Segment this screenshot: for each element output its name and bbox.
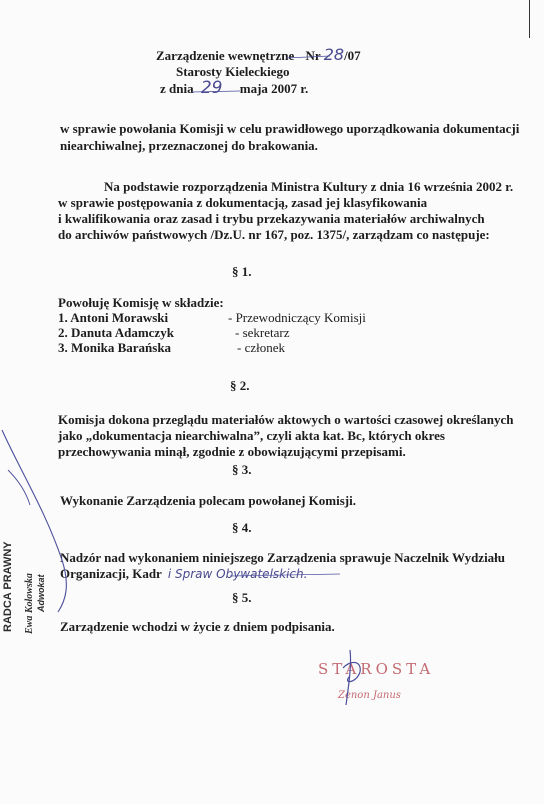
section-4-handwritten-part: i Spraw Obywatelskich. — [167, 567, 308, 581]
section-heading-1: § 1. — [232, 264, 252, 279]
side-stamp-title: RADCA PRAWNY — [2, 541, 14, 632]
signature-stamp-name: Zenon Janus — [338, 690, 401, 701]
section-heading-5: § 5. — [232, 590, 252, 605]
header-date-label: z dnia — [160, 81, 194, 96]
preamble-line-1: Na podstawie rozporządzenia Ministra Kultury z dnia 16 września 2002 r. — [104, 179, 514, 194]
member-name-1: 1. Antoni Morawski — [58, 310, 169, 325]
member-role-2: - sekretarz — [235, 325, 290, 340]
section-5-text: Zarządzenie wchodzi w życie z dniem podpisania. — [60, 619, 335, 634]
member-name-2: 2. Danuta Adamczyk — [58, 325, 174, 340]
section-heading-4: § 4. — [232, 520, 252, 535]
header-nr-label: Nr — [305, 48, 321, 63]
date-underline — [192, 91, 240, 92]
member-name-3: 3. Monika Barańska — [58, 340, 172, 355]
number-underline — [286, 56, 330, 58]
member-role-1: - Przewodniczący Komisji — [228, 310, 366, 325]
header-day-handwritten: 29 — [200, 78, 223, 98]
signature-stamp-title: STAROSTA — [318, 660, 435, 678]
section-2-line-1: Komisja dokona przeglądu materiałów aktowych o wartości czasowej określanych — [58, 412, 514, 427]
header-title: Zarządzenie wewnętrzne — [156, 48, 295, 63]
section-heading-3: § 3. — [232, 462, 252, 477]
section-4-printed-part: Organizacji, Kadr — [60, 566, 162, 581]
side-stamp-name: Ewa Kołowska — [24, 573, 35, 634]
section-2-line-3: przechowywania minął, zgodnie z obowiązującymi przepisami. — [58, 444, 406, 459]
preamble-line-3: i kwalifikowania oraz zasad i trybu przekazywania materiałów archiwalnych — [58, 211, 485, 226]
header-number-handwritten: 28 — [323, 45, 345, 64]
director-signature — [343, 650, 360, 705]
subject-line-1: w sprawie powołania Komisji w celu prawidłowego uporządkowania dokumentacji — [60, 121, 520, 136]
commission-intro: Powołuję Komisję w składzie: — [58, 295, 224, 310]
header-year: /07 — [344, 48, 361, 63]
section-heading-2: § 2. — [230, 378, 250, 393]
preamble-line-4: do archiwów państwowych /Dz.U. nr 167, poz. 1375/, zarządzam co następuje: — [58, 227, 490, 242]
margin-pen-stroke — [2, 430, 66, 612]
header-issuer: Starosty Kieleckiego — [176, 64, 290, 79]
margin-pen-stroke-2 — [8, 470, 30, 505]
subject-line-2: niearchiwalnej, przeznaczonej do brakowania. — [60, 138, 318, 153]
preamble-line-2: w sprawie postępowania z dokumentacją, zasad jej klasyfikowania — [58, 195, 428, 210]
side-stamp-role: Adwokat — [36, 574, 46, 612]
addition-underline — [230, 574, 340, 576]
section-2-line-2: jako „dokumentacja niearchiwalna”, czyli akta kat. Bc, których okres — [58, 428, 445, 443]
section-4-line-1: Nadzór nad wykonaniem niniejszego Zarządzenia sprawuje Naczelnik Wydziału — [60, 550, 506, 565]
member-role-3: - członek — [237, 340, 286, 355]
header-date-suffix: maja 2007 r. — [239, 81, 309, 96]
section-3-text: Wykonanie Zarządzenia polecam powołanej Komisji. — [60, 493, 356, 508]
